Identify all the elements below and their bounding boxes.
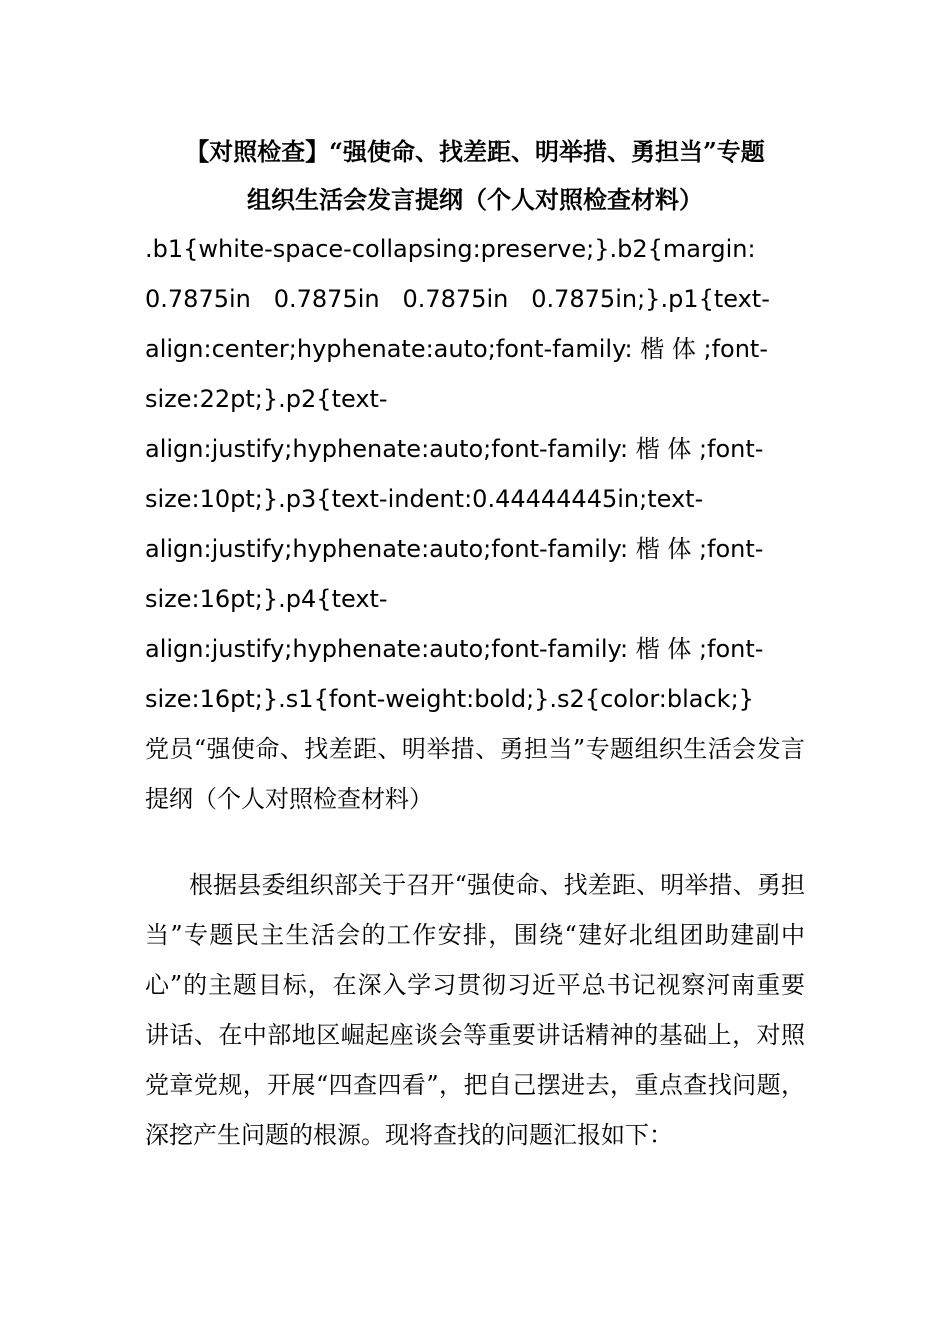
css-line: align:justify;hyphenate:auto;font-family: 楷 体 ;font-	[145, 535, 764, 563]
document-page	[145, 128, 805, 1160]
css-line: align:center;hyphenate:auto;font-family: 楷 体 ;font-	[145, 335, 768, 363]
css-line: size:22pt;}.p2{text-	[145, 385, 388, 413]
css-line: align:justify;hyphenate:auto;font-family: 楷 体 ;font-	[145, 635, 764, 663]
document-subtitle: 党员“强使命、找差距、明举措、勇担当”专题组织生活会发言提纲（个人对照检查材料）	[145, 735, 805, 813]
document-title	[145, 128, 805, 224]
css-line: size:16pt;}.s1{font-weight:bold;}.s2{color:black;}	[145, 685, 754, 713]
title-line-2: 组织生活会发言提纲（个人对照检查材料）	[247, 185, 703, 214]
css-line: size:10pt;}.p3{text-indent:0.44444445in;text-	[145, 485, 704, 513]
css-line: size:16pt;}.p4{text-	[145, 585, 388, 613]
css-line: align:justify;hyphenate:auto;font-family: 楷 体 ;font-	[145, 435, 764, 463]
paragraph-spacer	[145, 824, 805, 860]
css-line: 0.7875in 0.7875in 0.7875in 0.7875in;}.p1{text-	[145, 285, 770, 313]
css-line: .b1{white-space-collapsing:preserve;}.b2{margin:	[145, 235, 756, 263]
body-paragraph: 根据县委组织部关于召开“强使命、找差距、明举措、勇担当”专题民主生活会的工作安排，围绕“建好北组团助建副中心”的主题目标，在深入学习贯彻习近平总书记视察河南重要讲话、在中部地区崛起座谈会等重要讲话精神的基础上，对照党章党规，开展“四查四看”，把自己摆进去，重点查找问题，深挖产生问题的根源。现将查找的问题汇报如下：	[145, 871, 805, 1149]
title-line-1: 【对照检查】“强使命、找差距、明举措、勇担当”专题	[185, 137, 765, 166]
css-text-block	[145, 224, 805, 724]
